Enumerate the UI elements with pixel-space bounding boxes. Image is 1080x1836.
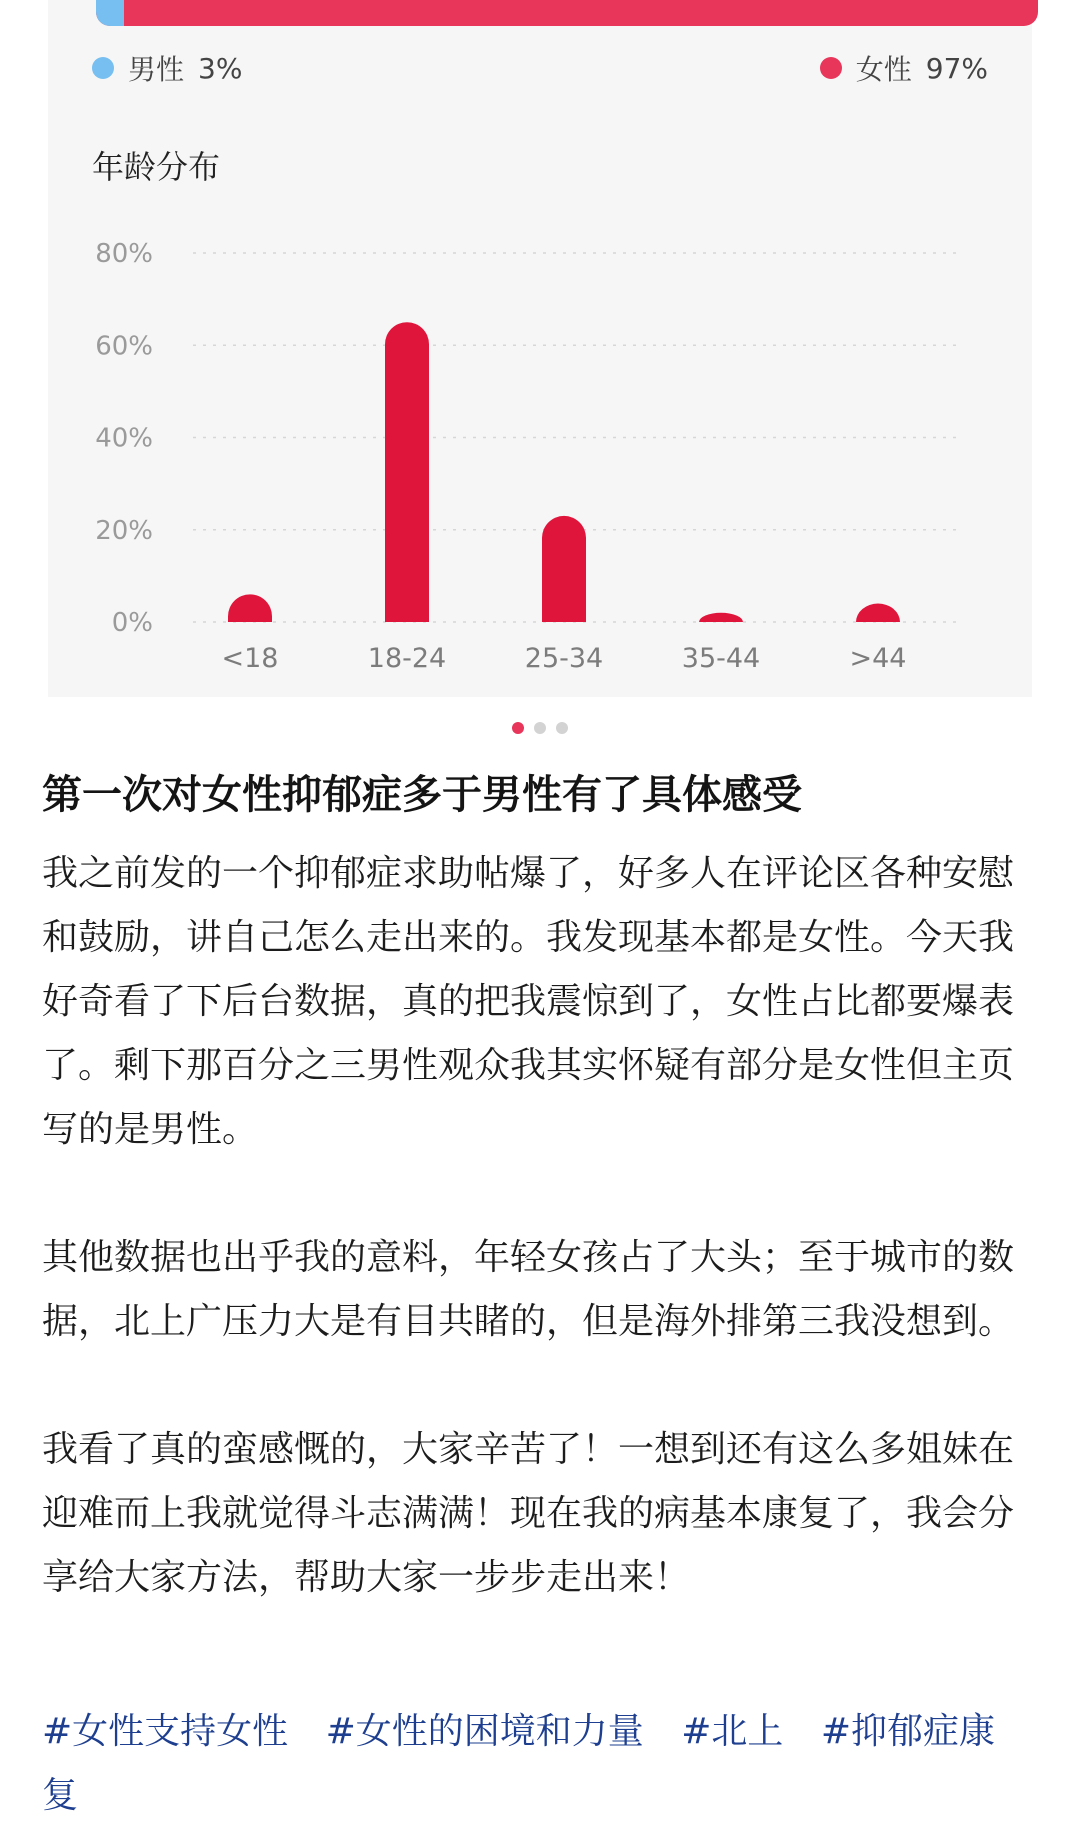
carousel-indicator[interactable] [0, 722, 1080, 734]
bar [228, 594, 272, 622]
post-tags [42, 1700, 1042, 1828]
hashtag-link[interactable]: #女性支持女性 [42, 1711, 289, 1752]
hashtag-link[interactable]: #北上 [681, 1711, 784, 1752]
x-tick-label: 25-34 [524, 643, 604, 674]
carousel-dot[interactable] [534, 722, 546, 734]
carousel-dot[interactable] [512, 722, 524, 734]
x-tick-label: >44 [849, 643, 907, 674]
post-paragraph: 我看了真的蛮感慨的，大家辛苦了！一想到还有这么多姐妹在迎难而上我就觉得斗志满满！现在我的病基本康复了，我会分享给大家方法，帮助大家一步步走出来！ [42, 1429, 1015, 1598]
male-dot-icon [92, 57, 114, 79]
y-tick-label: 60% [95, 331, 153, 362]
y-tick-label: 0% [111, 608, 153, 638]
legend-male-value: 3% [198, 51, 243, 85]
legend-male [92, 48, 242, 88]
post-title: 第一次对女性抑郁症多于男性有了具体感受 [42, 772, 802, 818]
bar [699, 613, 743, 622]
carousel-dot[interactable] [556, 722, 568, 734]
post-body [42, 842, 1042, 1610]
female-dot-icon [820, 57, 842, 79]
x-tick-label: <18 [221, 643, 279, 674]
legend-female-label: 女性 [855, 53, 912, 86]
bar [856, 604, 900, 622]
post-paragraph: 其他数据也出乎我的意料，年轻女孩占了大头；至于城市的数据，北上广压力大是有目共睹的，但是海外排第三我没想到。 [42, 1237, 1015, 1342]
x-tick-label: 18-24 [367, 643, 447, 674]
y-tick-label: 20% [95, 515, 153, 546]
legend-male-label: 男性 [128, 53, 185, 86]
gender-ratio-bar [96, 0, 1038, 26]
gender-ratio-male-segment [96, 0, 124, 26]
age-distribution-chart [48, 220, 1032, 690]
hashtag-link[interactable]: #抑郁症康复 [42, 1711, 996, 1816]
bar [542, 516, 586, 622]
post-paragraph: 我之前发的一个抑郁症求助帖爆了，好多人在评论区各种安慰和鼓励，讲自己怎么走出来的。我发现基本都是女性。今天我好奇看了下后台数据，真的把我震惊到了，女性占比都要爆表了。剩下那百分之三男性观众我其实怀疑有部分是女性但主页写的是男性。 [42, 853, 1015, 1150]
age-distribution-title: 年龄分布 [92, 148, 221, 186]
x-tick-label: 35-44 [681, 643, 761, 674]
hashtag-link[interactable]: #女性的困境和力量 [325, 1711, 644, 1752]
y-tick-label: 40% [95, 423, 153, 454]
chart-card [48, 0, 1032, 697]
legend-female-value: 97% [925, 51, 988, 85]
legend-female [820, 48, 988, 88]
bar [385, 322, 429, 622]
y-tick-label: 80% [95, 239, 153, 269]
